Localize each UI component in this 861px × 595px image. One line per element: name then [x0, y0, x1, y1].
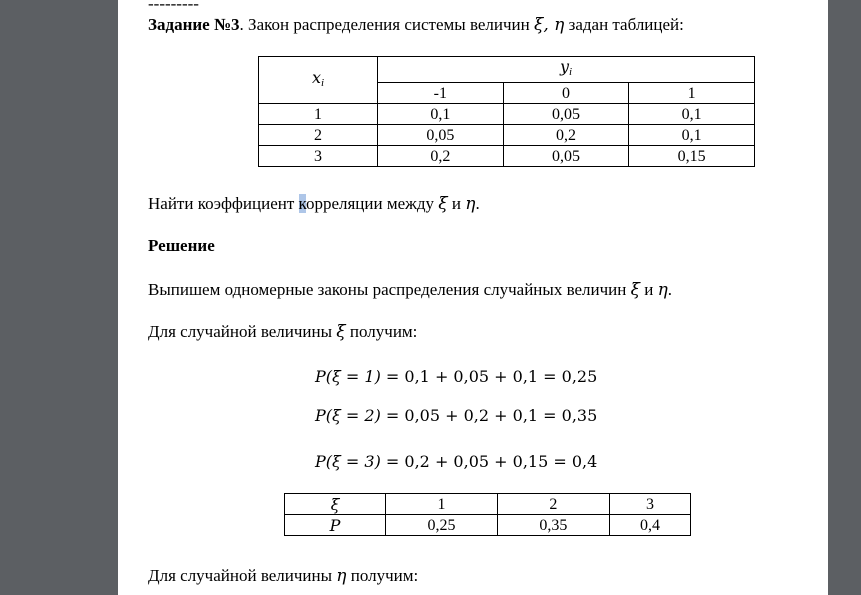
table-row: 2 0,05 0,2 0,1	[259, 125, 755, 146]
eta-intro: Для случайной величины η получим:	[148, 566, 419, 586]
marginals-intro: Выпишем одномерные законы распределения случайных величин ξ и η.	[148, 280, 673, 300]
question-text: Найти коэффициент корреляции между ξ и η.	[148, 194, 480, 214]
table-row: 1 0,1 0,05 0,1	[259, 104, 755, 125]
table-row: 3 0,2 0,05 0,15	[259, 146, 755, 167]
separator-line: ---------	[148, 0, 199, 13]
document-page	[118, 0, 828, 595]
formula-p-xi-2: P(ξ = 2) = 0,05 + 0,2 + 0,1 = 0,35	[315, 406, 598, 425]
task-statement: Задание №3. Закон распределения системы величин ξ, η задан таблицей:	[148, 15, 684, 35]
y-value-cell: 1	[629, 83, 755, 104]
y-value-cell: 0	[503, 83, 629, 104]
x-header-cell: $x_i$	[259, 57, 378, 104]
joint-distribution-table	[258, 56, 755, 167]
xi-distribution-table: ξ 1 2 3 P 0,25 0,35 0,4	[284, 493, 691, 536]
y-header-cell: $y_i$	[378, 57, 755, 83]
formula-p-xi-3: P(ξ = 3) = 0,2 + 0,05 + 0,15 = 0,4	[315, 452, 598, 471]
task-title: Задание №3	[148, 15, 240, 34]
text-highlight: к	[298, 194, 306, 213]
xi-intro: Для случайной величины ξ получим:	[148, 322, 418, 342]
solution-heading: Решение	[148, 236, 215, 255]
formula-p-xi-1: P(ξ = 1) = 0,1 + 0,05 + 0,1 = 0,25	[315, 367, 598, 386]
y-value-cell: -1	[378, 83, 504, 104]
